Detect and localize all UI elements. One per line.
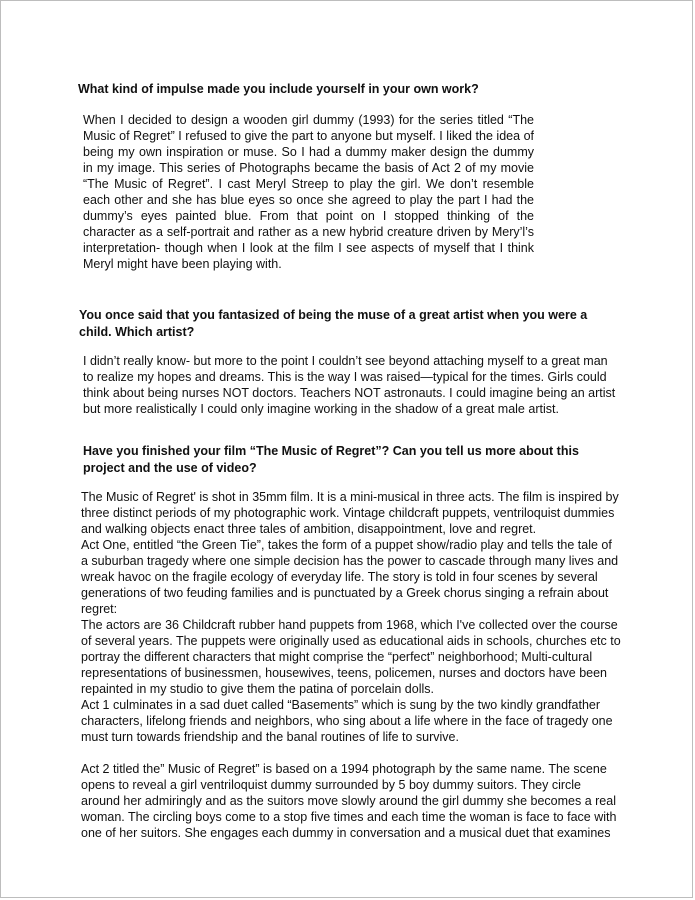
answer-2-paragraph: I didn’t really know- but more to the point I couldn’t see beyond attaching myself to a great man to realize my hopes and dreams. This is the way I was raised—typical for the times. Girls could think about being nurses NOT doctors. Teachers NOT astronauts. I could imagine being an artist but more realistically I could only imagine working in the shadow of a great male artist. bbox=[83, 354, 616, 416]
answer-2 bbox=[83, 353, 618, 417]
answer-1-paragraph: When I decided to design a wooden girl dummy (1993) for the series titled “The Music of Regret” I refused to give the part to anyone but myself. I liked the idea of being my own inspiration or muse. So I had a dummy maker design the dummy in my image. This series of Photographs became the basis of Act 2 of my movie “The Music of Regret”. I cast Meryl Streep to play the girl. We don’t resemble each other and she has blue eyes so once she agreed to play the part I had the dummy’s eyes painted blue. From that point on I stopped thinking of the character as a self-portrait and rather as a new hybrid creature driven by Mery’l’s interpretation- though when I look at the film I see aspects of myself that I think Meryl might have been playing with. bbox=[83, 113, 534, 271]
answer-3-paragraph-5: Act 2 titled the” Music of Regret” is based on a 1994 photograph by the same name. The scene opens to reveal a girl ventriloquist dummy surrounded by 5 boy dummy suitors. They circle around her admiringly and as the suitors move slowly around the girl dummy she becomes a real woman. The circling boys come to a stop five times and each time the woman is face to face with one of her suitors. She engages each dummy in conversation and a musical duet that examines bbox=[81, 762, 617, 840]
paragraph-gap bbox=[81, 745, 621, 761]
answer-3 bbox=[81, 489, 621, 841]
answer-3-paragraph-4: Act 1 culminates in a sad duet called “Basements” which is sung by the two kindly grandfather characters, lifelong friends and neighbors, who sing about a life where in the face of tragedy one must turn towards friendship and the banal routines of life to survive. bbox=[81, 698, 613, 744]
question-1: What kind of impulse made you include yourself in your own work? bbox=[78, 82, 479, 96]
question-2: You once said that you fantasized of being the muse of a great artist when you were a child. Which artist? bbox=[79, 308, 588, 339]
answer-1 bbox=[83, 112, 534, 272]
question-3: Have you finished your film “The Music of Regret”? Can you tell us more about this project and the use of video? bbox=[83, 444, 579, 475]
answer-3-paragraph-1: The Music of Regret' is shot in 35mm film. It is a mini-musical in three acts. The film is inspired by three distinct periods of my photographic work. Vintage childcraft puppets, ventriloquist dummies and walking objects enact three tales of ambition, disappointment, love and regret. bbox=[81, 490, 619, 536]
answer-3-paragraph-3: The actors are 36 Childcraft rubber hand puppets from 1968, which I've collected over the course of several years. The puppets were originally used as educational aids in schools, churches etc to portray the different characters that might comprise the “perfect” neighborhood; Multi-cultural representations of businessmen, housewives, teens, policemen, nurses and doctors have been repainted in my studio to give them the patina of porcelain dolls. bbox=[81, 618, 621, 696]
answer-3-paragraph-2: Act One, entitled “the Green Tie”, takes the form of a puppet show/radio play and tells the tale of a suburban tragedy where one simple decision has the power to cascade through many lives and wreak havoc on the fragile ecology of everyday life. The story is told in four scenes by several generations of two feuding families and is punctuated by a Greek chorus singing a refrain about regret: bbox=[81, 538, 619, 616]
